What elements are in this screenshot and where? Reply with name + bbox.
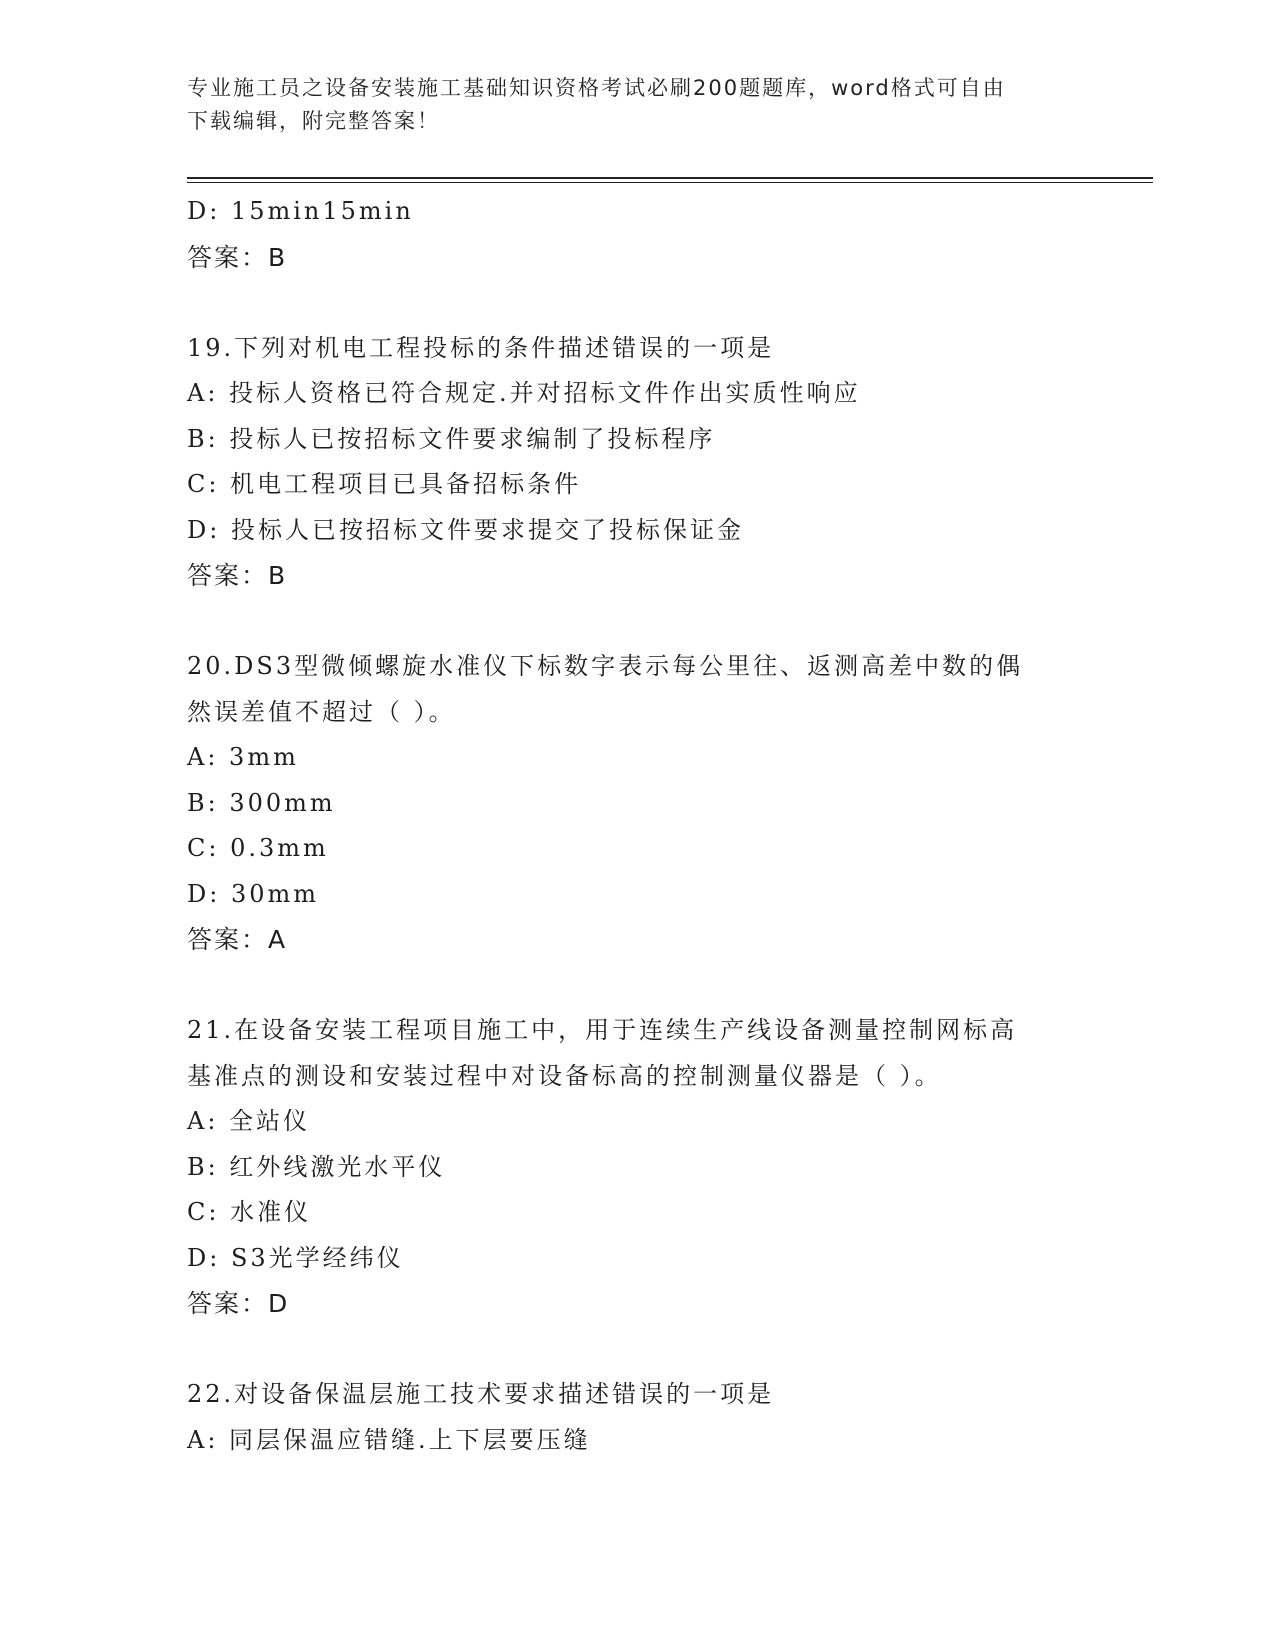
option-a: A: 全站仪 [187,1107,311,1135]
question-stem: 19.下列对机电工程投标的条件描述错误的一项是 [187,333,775,362]
question-stem: 20.DS3型微倾螺旋水准仪下标数字表示每公里往、返测高差中数的偶 [187,652,1024,680]
option-d: D: S3光学经纬仪 [187,1243,404,1272]
answer: 答案：D [187,1289,290,1318]
header-line-2: 下载编辑，附完整答案！ [187,109,440,133]
header-line-1: 专业施工员之设备安装施工基础知识资格考试必刷200题题库，word格式可自由 [187,76,1006,100]
question-stem-cont: 然误差值不超过（ ）。 [187,697,456,726]
spacer [187,1327,1087,1373]
option-d: D: 投标人已按招标文件要求提交了投标保证金 [187,515,744,544]
question-content [187,189,1087,1463]
question-stem-cont: 基准点的测设和安装过程中对设备标高的控制测量仪器是（ ）。 [187,1061,942,1090]
header-divider-thick [187,177,1153,179]
option-b: B: 红外线激光水平仪 [187,1152,446,1181]
prev-option-d: D: 15min15min [187,197,414,225]
question-22 [187,1372,1087,1463]
spacer [187,599,1087,645]
header-divider-thin [187,182,1153,183]
option-c: C: 机电工程项目已具备招标条件 [187,470,582,498]
page-header [187,72,1067,138]
question-21 [187,1008,1087,1327]
option-a: A: 同层保温应错缝.上下层要压缝 [187,1425,591,1454]
option-c: C: 水准仪 [187,1198,312,1226]
answer: 答案：B [187,561,288,590]
question-20 [187,644,1087,963]
prev-answer: 答案：B [187,242,288,272]
spacer [187,280,1087,326]
answer: 答案：A [187,925,288,954]
option-b: B: 投标人已按招标文件要求编制了投标程序 [187,424,716,453]
option-b: B: 300mm [187,788,336,817]
option-c: C: 0.3mm [187,834,329,862]
option-d: D: 30mm [187,879,320,908]
spacer [187,963,1087,1009]
question-19 [187,326,1087,599]
option-a: A: 投标人资格已符合规定.并对招标文件作出实质性响应 [187,379,861,407]
option-a: A: 3mm [187,743,299,771]
question-stem: 21.在设备安装工程项目施工中，用于连续生产线设备测量控制网标高 [187,1016,1018,1044]
question-stem: 22.对设备保温层施工技术要求描述错误的一项是 [187,1380,775,1408]
